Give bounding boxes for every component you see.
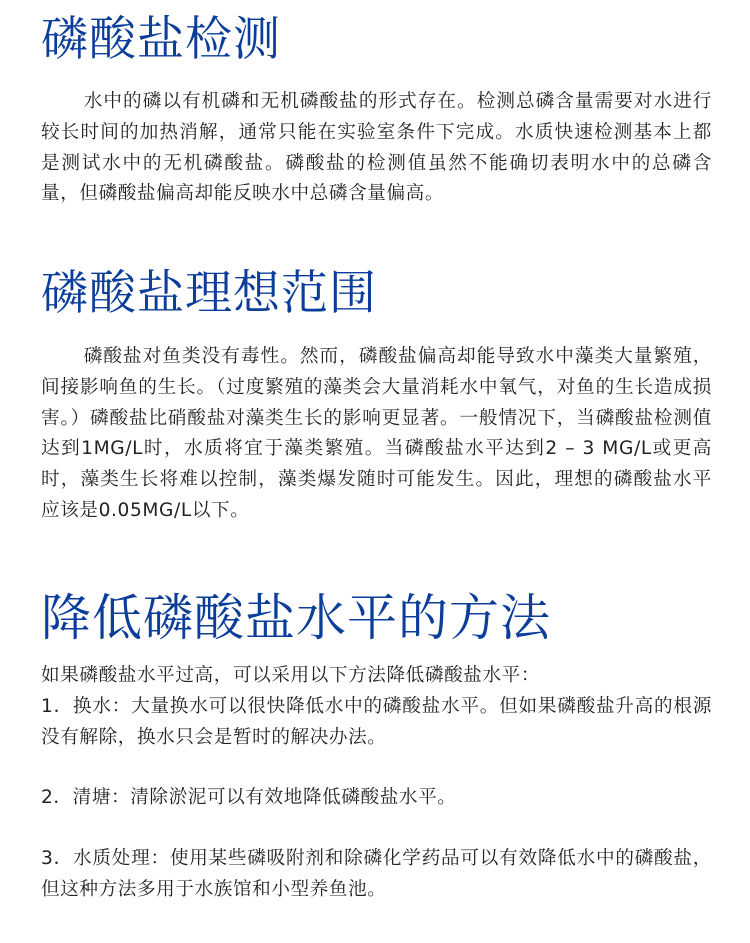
section-title-phosphate-testing: 磷酸盐检测 xyxy=(41,12,281,67)
section-paragraph-phosphate-testing: 水中的磷以有机磷和无机磷酸盐的形式存在。检测总磷含量需要对水进行较长时间的加热消解，通常只能在实验室条件下完成。水质快速检测基本上都是测试水中的无机磷酸盐。磷酸盐的检测值虽然不能确切表明水中的总磷含量，但磷酸盐偏高却能反映水中总磷含量偏高。 xyxy=(41,91,712,205)
spacer xyxy=(41,814,712,844)
methods-list xyxy=(41,661,712,906)
method-item-water-change: 1．换水：大量换水可以很快降低水中的磷酸盐水平。但如果磷酸盐升高的根源没有解除，换水只会是暂时的解决办法。 xyxy=(41,695,712,748)
section-paragraph-ideal-range: 磷酸盐对鱼类没有毒性。然而，磷酸盐偏高却能导致水中藻类大量繁殖，间接影响鱼的生长。（过度繁殖的藻类会大量消耗水中氧气，对鱼的生长造成损害。）磷酸盐比硝酸盐对藻类生长的影响更显著。一般情况下，当磷酸盐检测值达到1MG/L时，水质将宜于藻类繁殖。当磷酸盐水平达到2 – 3 MG/L或更高时，藻类生长将难以控制，藻类爆发随时可能发生。因此，理想的磷酸盐水平应该是0.05MG/L以下。 xyxy=(41,346,712,521)
section-title-reduction-methods: 降低磷酸盐水平的方法 xyxy=(41,589,551,647)
method-item-water-treatment: 3．水质处理：使用某些磷吸附剂和除磷化学药品可以有效降低水中的磷酸盐，但这种方法多用于水族馆和小型养鱼池。 xyxy=(41,848,712,900)
method-item-pond-cleaning: 2．清塘：清除淤泥可以有效地降低磷酸盐水平。 xyxy=(41,787,457,809)
methods-intro: 如果磷酸盐水平过高，可以采用以下方法降低磷酸盐水平： xyxy=(41,665,541,686)
spacer xyxy=(41,753,712,783)
section-title-ideal-range: 磷酸盐理想范围 xyxy=(41,266,377,321)
